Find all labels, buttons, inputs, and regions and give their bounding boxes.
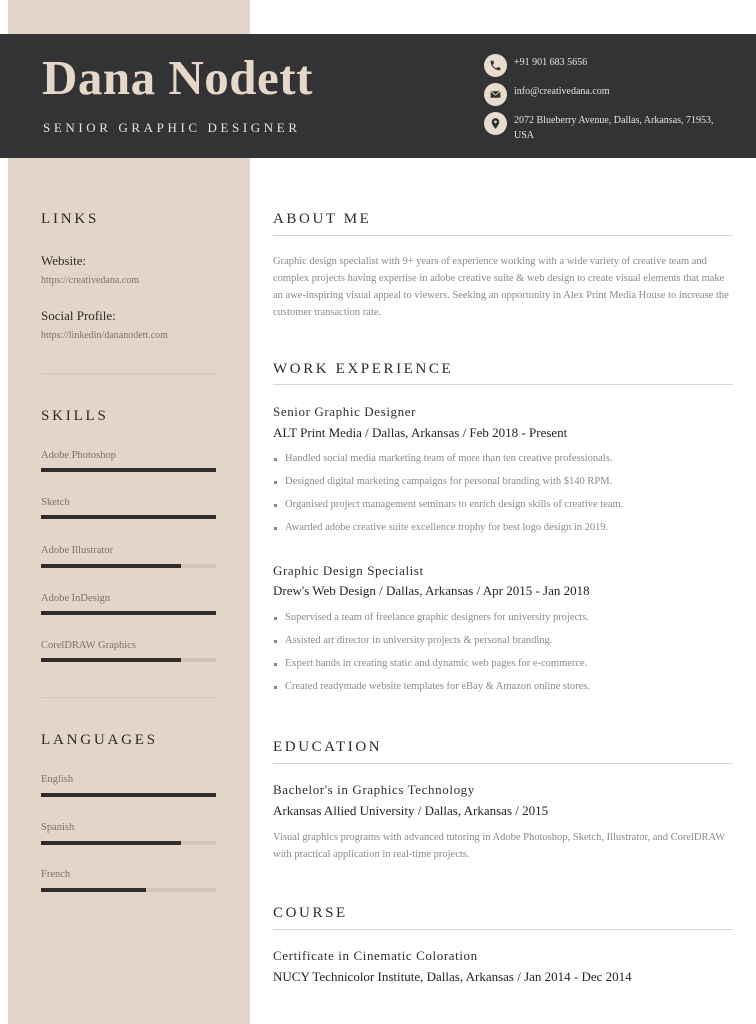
links-heading: LINKS xyxy=(41,211,100,227)
location-icon xyxy=(484,112,507,135)
contact-email xyxy=(484,83,714,106)
language-label: French xyxy=(41,869,71,880)
languages-heading: LANGUAGES xyxy=(41,732,158,748)
section-divider xyxy=(273,763,733,764)
skill-bar-fill xyxy=(41,564,181,568)
job-bullets xyxy=(273,452,623,544)
skill-label: Adobe Photoshop xyxy=(41,450,116,461)
about-heading: ABOUT ME xyxy=(273,211,372,227)
section-divider xyxy=(273,384,733,385)
job-subtitle: ALT Print Media / Dallas, Arkansas / Feb 2018 - Present xyxy=(273,425,568,440)
skill-bar-fill xyxy=(41,611,216,615)
skill-bar xyxy=(41,611,216,615)
bullet-item: Designed digital marketing campaigns for personal branding with $140 RPM. xyxy=(273,475,623,498)
bullet-item: Handled social media marketing team of more than ten creative professionals. xyxy=(273,452,623,475)
skill-bar xyxy=(41,515,216,519)
social-profile-link[interactable]: https://linkedin/dananodett.com xyxy=(41,330,168,341)
contact-phone xyxy=(484,54,714,77)
skill-bar-fill xyxy=(41,658,181,662)
language-bar-fill xyxy=(41,841,181,845)
job-title: Graphic Design Specialist xyxy=(273,563,424,578)
language-bar xyxy=(41,841,216,845)
skill-bar-fill xyxy=(41,515,216,519)
bullet-item: Supervised a team of freelance graphic designers for university projects. xyxy=(273,611,590,634)
degree-subtitle: Arkansas Allied University / Dallas, Arkansas / 2015 xyxy=(273,803,549,818)
address: 2072 Blueberry Avenue, Dallas, Arkansas, 71953, USA xyxy=(514,115,714,141)
job-subtitle: Drew's Web Design / Dallas, Arkansas / Apr 2015 - Jan 2018 xyxy=(273,583,590,598)
contact-address xyxy=(484,112,714,143)
skill-bar xyxy=(41,468,216,472)
phone-number[interactable]: +91 901 683 5656 xyxy=(514,57,588,68)
work-heading: WORK EXPERIENCE xyxy=(273,361,454,377)
website-link[interactable]: https://creativedana.com xyxy=(41,275,140,286)
job-title: Senior Graphic Designer xyxy=(273,404,417,419)
course-title: Certificate in Cinematic Coloration xyxy=(273,948,478,963)
bullet-item: Assisted art director in university projects & personal branding. xyxy=(273,634,590,657)
language-bar xyxy=(41,793,216,797)
sidebar-divider xyxy=(41,373,216,374)
language-bar xyxy=(41,888,216,892)
skill-bar-fill xyxy=(41,468,216,472)
language-label: English xyxy=(41,774,74,785)
phone-icon xyxy=(484,54,507,77)
course-subtitle: NUCY Technicolor Institute, Dallas, Arkansas / Jan 2014 - Dec 2014 xyxy=(273,969,632,984)
section-divider xyxy=(273,929,733,930)
section-divider xyxy=(273,235,733,236)
bullet-item: Organised project management seminars to enrich design skills of creative team. xyxy=(273,498,623,521)
skill-label: CorelDRAW Graphics xyxy=(41,640,136,651)
candidate-name: Dana Nodett xyxy=(42,50,313,105)
skill-label: Adobe InDesign xyxy=(41,593,111,604)
job-bullets xyxy=(273,611,590,703)
language-label: Spanish xyxy=(41,822,75,833)
about-text: Graphic design specialist with 9+ years of experience working with a wide variety of creative team and complex projects having expertise in adobe creative suite & web design to create visual elements that make an awe-inspiring visual appeal to viewers. Seeking an opportunity in Alex Print Media House to increase the customer transaction rate. xyxy=(273,256,729,318)
language-bar-fill xyxy=(41,793,216,797)
mail-icon xyxy=(484,83,507,106)
website-label: Website: xyxy=(41,253,87,268)
skill-bar xyxy=(41,658,216,662)
language-bar-fill xyxy=(41,888,146,892)
email-address[interactable]: info@creativedana.com xyxy=(514,86,610,97)
education-text: Visual graphics programs with advanced tutoring in Adobe Photoshop, Sketch, Illustrator, and CorelDRAW with practical application in real-time projects. xyxy=(273,832,725,860)
skills-heading: SKILLS xyxy=(41,408,109,424)
course-heading: COURSE xyxy=(273,905,348,921)
skill-label: Sketch xyxy=(41,497,70,508)
bullet-item: Expert hands in creating static and dynamic web pages for e-commerce. xyxy=(273,657,590,680)
degree-title: Bachelor's in Graphics Technology xyxy=(273,782,475,797)
bullet-item: Awarded adobe creative suite excellence trophy for best logo design in 2019. xyxy=(273,521,623,544)
education-heading: EDUCATION xyxy=(273,739,383,755)
social-profile-label: Social Profile: xyxy=(41,308,116,323)
skill-bar xyxy=(41,564,216,568)
sidebar-divider xyxy=(41,697,216,698)
skill-label: Adobe Illustrator xyxy=(41,545,114,556)
candidate-role: SENIOR GRAPHIC DESIGNER xyxy=(43,120,301,135)
bullet-item: Created readymade website templates for eBay & Amazon online stores. xyxy=(273,680,590,703)
